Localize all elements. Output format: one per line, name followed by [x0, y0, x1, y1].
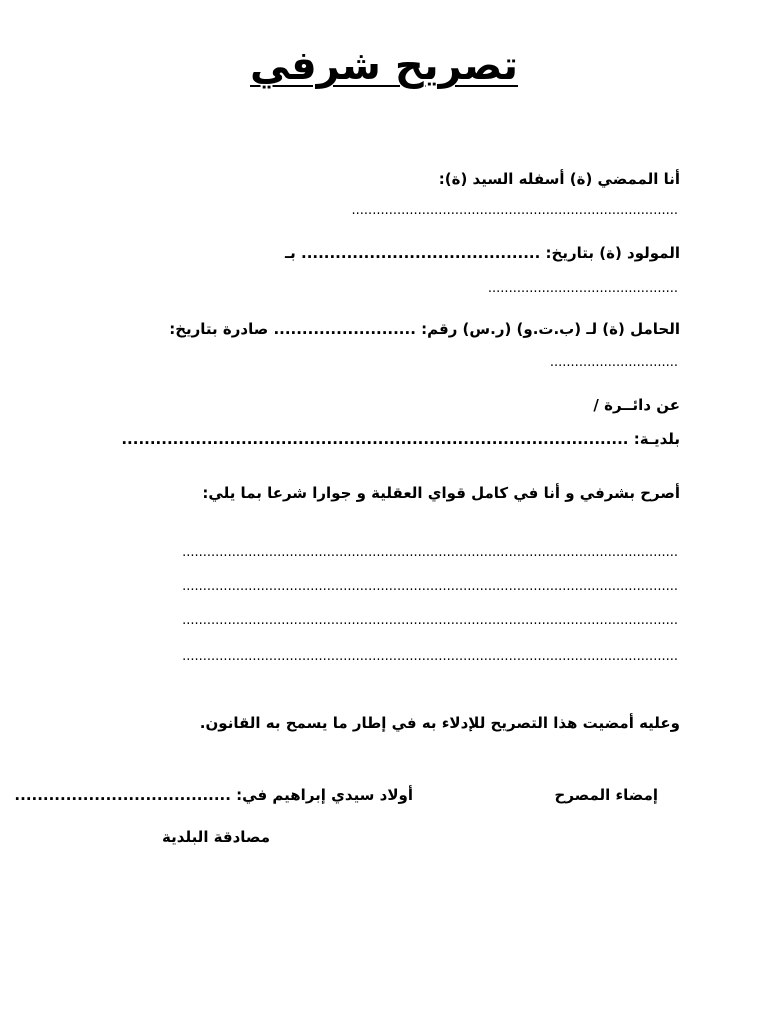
holder-dots: ............................... — [549, 355, 678, 370]
undersigned-line: أنا الممضي (ة) أسفله السيد (ة): — [438, 170, 680, 188]
title-text: تصريح شرفي — [250, 43, 518, 89]
commune-line: بلديـة: ......................................................................................... — [121, 430, 680, 448]
statement-dots-4: ........................................................................................................................ — [182, 649, 678, 664]
declaration-line: أصرح بشرفي و أنا في كامل قواي العقلية و جوارا شرعا بما يلي: — [202, 484, 680, 502]
signature-label: إمضاء المصرح — [554, 786, 658, 804]
born-line: المولود (ة) بتاريخ: .......................................... بـ — [285, 244, 680, 262]
statement-dots-2: ........................................................................................................................ — [182, 579, 678, 594]
born-dots: .............................................. — [487, 281, 678, 296]
municipality-stamp-label: مصادقة البلدية — [162, 828, 270, 846]
place-date-line: أولاد سيدي إبراهيم في: ...................................... — [14, 786, 413, 804]
statement-dots-3: ........................................................................................................................ — [182, 613, 678, 628]
page-title — [0, 38, 768, 94]
holder-line: الحامل (ة) لـ (ب.ت.و) (ر.س) رقم: ......................... صادرة بتاريخ: — [169, 320, 680, 338]
statement-dots-1: ........................................................................................................................ — [182, 545, 678, 560]
daira-line: عن دائــرة / — [593, 396, 680, 414]
closing-line: وعليه أمضيت هذا التصريح للإدلاء به في إطار ما يسمح به القانون. — [199, 714, 680, 732]
undersigned-dots: ............................................................................... — [351, 203, 678, 218]
